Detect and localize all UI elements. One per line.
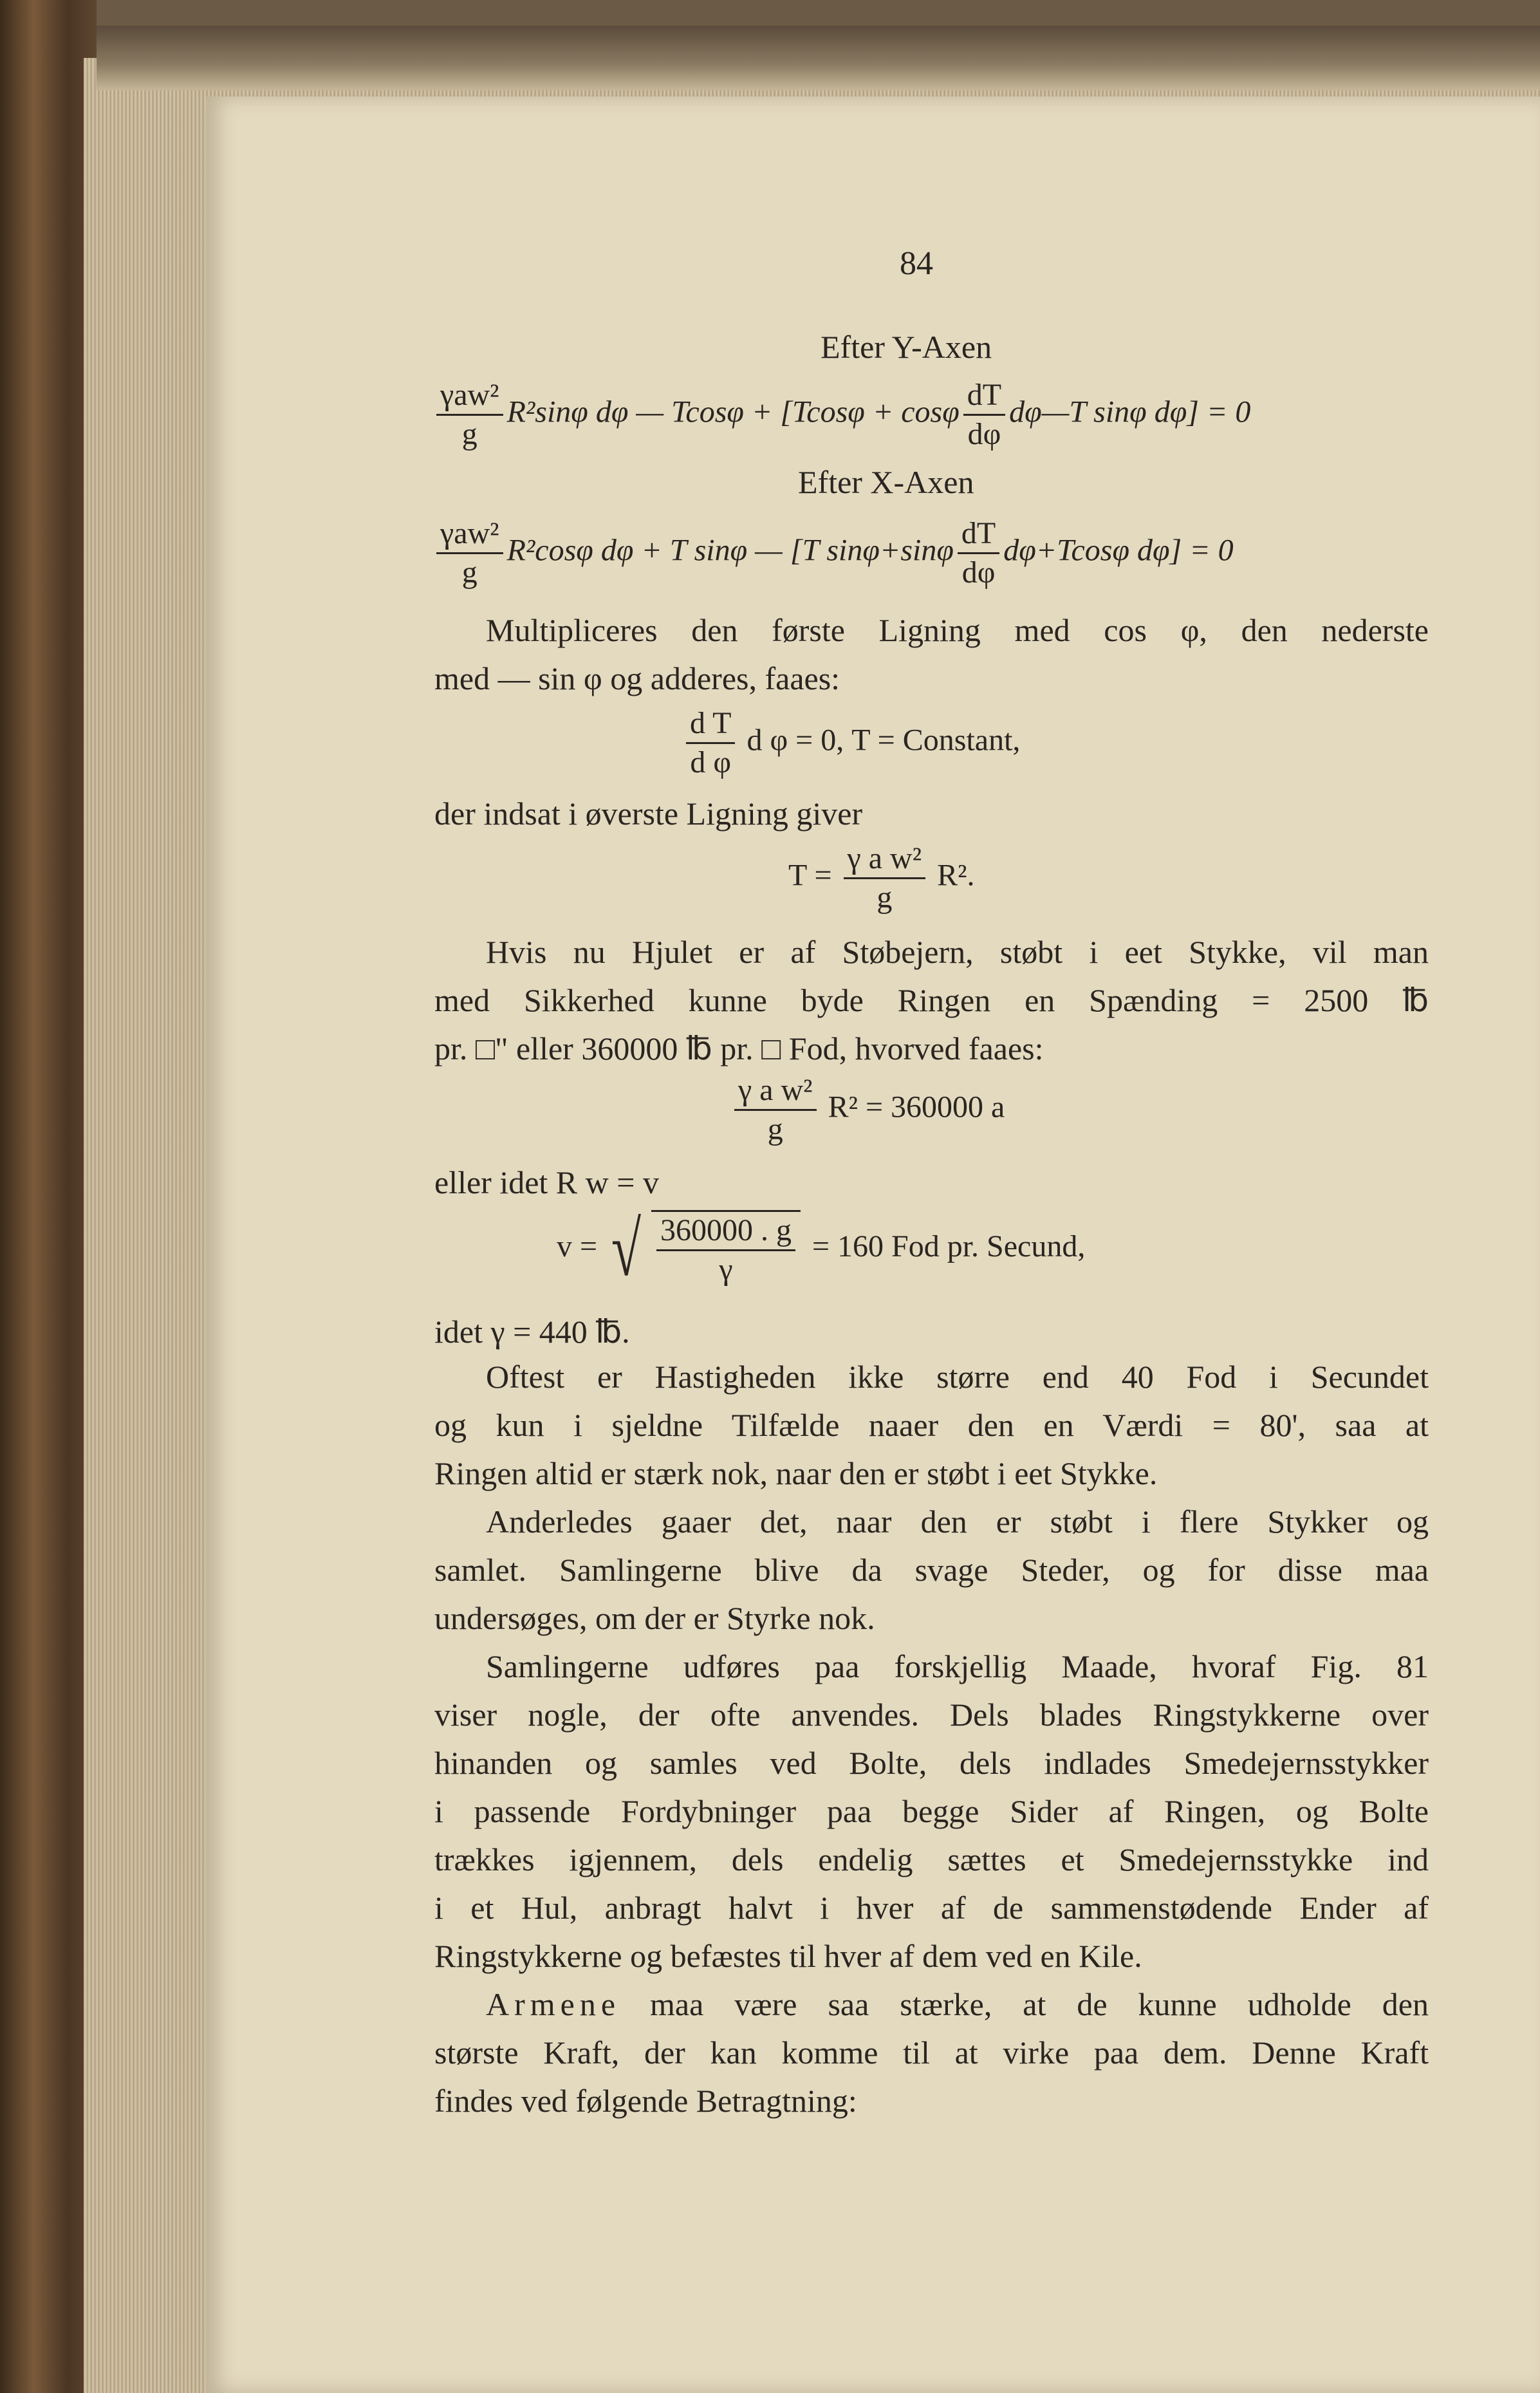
equation-part: R². bbox=[937, 858, 975, 893]
fraction-denominator: g bbox=[767, 1112, 783, 1146]
equation-part: v = bbox=[557, 1229, 598, 1264]
equation-part: R² = 360000 a bbox=[828, 1090, 1005, 1124]
fraction-denominator: g bbox=[461, 555, 478, 590]
equation-tension bbox=[788, 840, 975, 917]
equation-part: dφ—T sinφ dφ] = 0 bbox=[1009, 395, 1251, 429]
heading-y-axis: Efter Y-Axen bbox=[821, 329, 992, 365]
fraction-numerator: γ a w² bbox=[844, 840, 926, 879]
text-line: Multipliceres den første Ligning med cos φ, den nederste bbox=[486, 612, 1429, 648]
text-line: største Kraft, der kan komme til at virke paa dem. Denne Kraft bbox=[434, 2035, 1429, 2071]
equation-stress bbox=[730, 1072, 1005, 1148]
fraction bbox=[734, 1072, 817, 1148]
text-line: Samlingerne udføres paa forskjellig Maade, hvoraf Fig. 81 bbox=[486, 1648, 1429, 1684]
text-line: maa være saa stærke, at de kunne udholde den bbox=[650, 1986, 1429, 2022]
sqrt-sign: √ bbox=[611, 1206, 642, 1292]
text-line: pr. □" eller 360000 ℔ pr. □ Fod, hvorved faaes: bbox=[434, 1030, 1044, 1066]
equation-part: = 160 Fod pr. Secund, bbox=[812, 1229, 1086, 1264]
fraction-denominator: dφ bbox=[961, 555, 996, 590]
equation-part: R²sinφ dφ — Tcosφ + [Tcosφ + cosφ bbox=[506, 395, 960, 429]
text-line: viser nogle, der ofte anvendes. Dels blades Ringstykkerne over bbox=[434, 1697, 1429, 1733]
fraction-denominator: dφ bbox=[967, 417, 1001, 451]
text-line: undersøges, om der er Styrke nok. bbox=[434, 1600, 875, 1636]
text-line: idet γ = 440 ℔. bbox=[434, 1314, 630, 1350]
text-line: der indsat i øverste Ligning giver bbox=[434, 796, 863, 832]
fraction bbox=[686, 705, 735, 781]
equation-part: d φ = 0, T = Constant, bbox=[747, 723, 1021, 758]
fraction bbox=[963, 377, 1005, 453]
fraction-numerator: dT bbox=[963, 377, 1005, 416]
equation-x-axis bbox=[432, 515, 1234, 591]
text-line: eller idet R w = v bbox=[434, 1164, 659, 1200]
fraction bbox=[651, 1210, 801, 1289]
text-line: og kun i sjeldne Tilfælde naaer den en Værdi = 80', saa at bbox=[434, 1407, 1429, 1443]
book-top-edge bbox=[97, 26, 1540, 90]
text-line: med Sikkerhed kunne byde Ringen en Spænding = 2500 ℔ bbox=[434, 982, 1429, 1018]
fraction bbox=[436, 377, 503, 453]
fraction-denominator: g bbox=[877, 880, 893, 915]
book-spine bbox=[0, 0, 97, 2393]
equation-part: T = bbox=[788, 858, 832, 893]
fraction bbox=[958, 515, 999, 591]
equation-part: R²cosφ dφ + T sinφ — [T sinφ+sinφ bbox=[506, 533, 954, 568]
fraction-denominator: d φ bbox=[690, 745, 732, 779]
text-line: samlet. Samlingerne blive da svage Steder, og for disse maa bbox=[434, 1552, 1429, 1588]
text-line: Oftest er Hastigheden ikke større end 40 Fod i Secundet bbox=[486, 1359, 1429, 1395]
fraction-denominator: g bbox=[461, 417, 478, 451]
text-line: Ringen altid er stærk nok, naar den er støbt i eet Stykke. bbox=[434, 1455, 1158, 1491]
heading-x-axis: Efter X-Axen bbox=[798, 464, 974, 500]
text-line: i et Hul, anbragt halvt i hver af de sammenstødende Ender af bbox=[434, 1890, 1429, 1926]
equation-part: dφ+Tcosφ dφ] = 0 bbox=[1003, 533, 1234, 568]
text-line: hinanden og samles ved Bolte, dels indlades Smedejernsstykker bbox=[434, 1745, 1429, 1781]
fraction-denominator: γ bbox=[719, 1252, 733, 1287]
text-line: findes ved følgende Betragtning: bbox=[434, 2083, 857, 2119]
fraction-numerator: γaw² bbox=[436, 515, 503, 554]
equation-constant bbox=[682, 705, 1020, 781]
equation-y-axis bbox=[432, 377, 1250, 453]
text-line: Hvis nu Hjulet er af Støbejern, støbt i eet Stykke, vil man bbox=[486, 934, 1429, 970]
page-number: 84 bbox=[900, 245, 933, 282]
fraction-numerator: 360000 . g bbox=[656, 1212, 795, 1251]
fraction-numerator: dT bbox=[958, 515, 999, 554]
fraction-numerator: d T bbox=[686, 705, 735, 744]
text-line: trækkes igjennem, dels endelig sættes et Smedejernsstykke ind bbox=[434, 1841, 1429, 1877]
text-line: i passende Fordybninger paa begge Sider af Ringen, og Bolte bbox=[434, 1793, 1429, 1829]
fraction bbox=[436, 515, 503, 591]
emphasized-word: Armene bbox=[486, 1986, 621, 2022]
text-line: Anderledes gaaer det, naar den er støbt i flere Stykker og bbox=[486, 1504, 1429, 1540]
text-line: Ringstykkerne og befæstes til hver af dem ved en Kile. bbox=[434, 1938, 1142, 1974]
text-line: med — sin φ og adderes, faaes: bbox=[434, 660, 840, 696]
fraction-numerator: γ a w² bbox=[734, 1072, 817, 1111]
equation-velocity bbox=[557, 1206, 1086, 1292]
fraction bbox=[844, 840, 926, 917]
fraction-numerator: γaw² bbox=[436, 377, 503, 416]
